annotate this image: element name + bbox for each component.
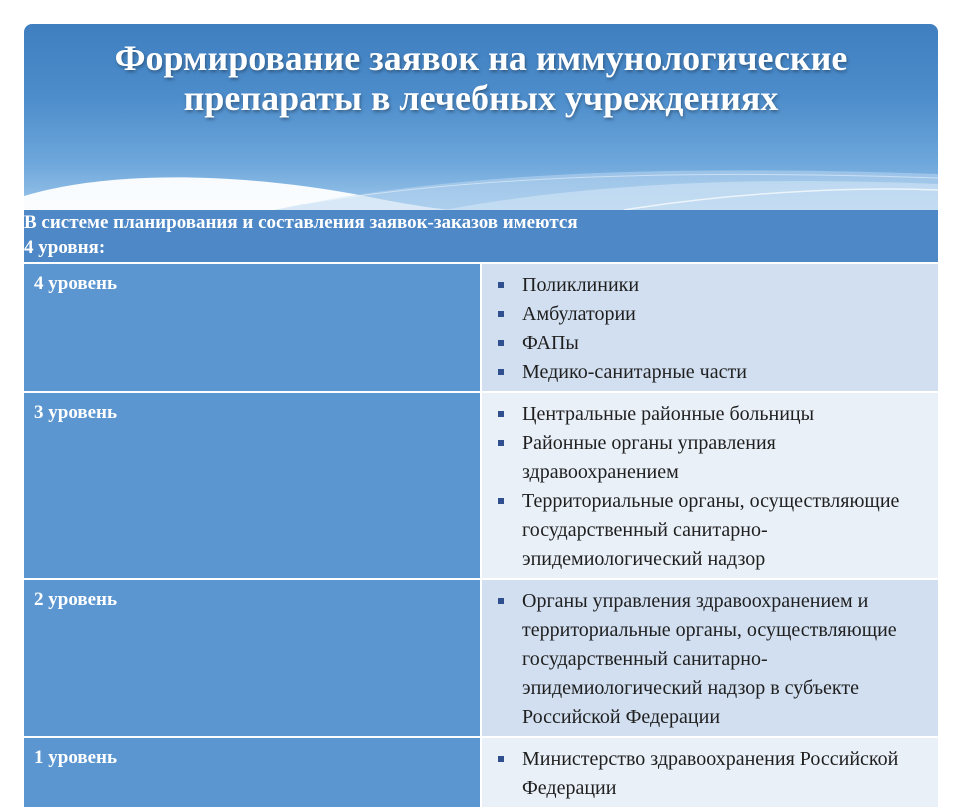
intro-row (24, 210, 938, 263)
square-bullet-icon (498, 340, 504, 346)
list-item: ФАПы (496, 329, 932, 358)
level-row-2 (24, 579, 938, 737)
level-items-cell (481, 579, 938, 737)
title-banner (24, 24, 938, 210)
list-item: Центральные районные больницы (496, 400, 932, 429)
level-label: 3 уровень (24, 392, 481, 579)
list-item: Районные органы управления здравоохранением (496, 429, 932, 487)
level-label: 2 уровень (24, 579, 481, 737)
square-bullet-icon (498, 369, 504, 375)
square-bullet-icon (498, 311, 504, 317)
list-item: Поликлиники (496, 271, 932, 300)
list-item: Министерство здравоохранения Российской Федерации (496, 745, 932, 803)
list-item: Медико-санитарные части (496, 358, 932, 387)
intro-cell (24, 210, 938, 263)
levels-table (24, 210, 938, 809)
square-bullet-icon (498, 411, 504, 417)
level-label: 4 уровень (24, 263, 481, 392)
level-row-3 (24, 392, 938, 579)
list-item: Органы управления здравоохранением и территориальные органы, осуществляющие государственный санитарно-эпидемиологический надзор в субъекте Российской Федерации (496, 587, 932, 732)
list-item: Амбулатории (496, 300, 932, 329)
level-items-list (496, 587, 932, 732)
square-bullet-icon (498, 282, 504, 288)
level-items-list (496, 400, 932, 574)
square-bullet-icon (498, 440, 504, 446)
list-item: Территориальные органы, осуществляющие государственный санитарно-эпидемиологический надзор (496, 487, 932, 574)
level-label: 1 уровень (24, 737, 481, 808)
level-items-list (496, 271, 932, 387)
slide-title (24, 38, 938, 118)
title-line-1: Формирование заявок на иммунологические (114, 38, 848, 78)
square-bullet-icon (498, 498, 504, 504)
level-items-list (496, 745, 932, 803)
level-row-1 (24, 737, 938, 808)
intro-line-2: 4 уровня: (24, 237, 106, 258)
level-row-4 (24, 263, 938, 392)
square-bullet-icon (498, 756, 504, 762)
level-items-cell (481, 263, 938, 392)
level-items-cell (481, 392, 938, 579)
intro-line-1: В системе планирования и составления заявок-заказов имеются (24, 212, 578, 233)
title-line-2: препараты в лечебных учреждениях (183, 78, 779, 118)
square-bullet-icon (498, 598, 504, 604)
level-items-cell (481, 737, 938, 808)
